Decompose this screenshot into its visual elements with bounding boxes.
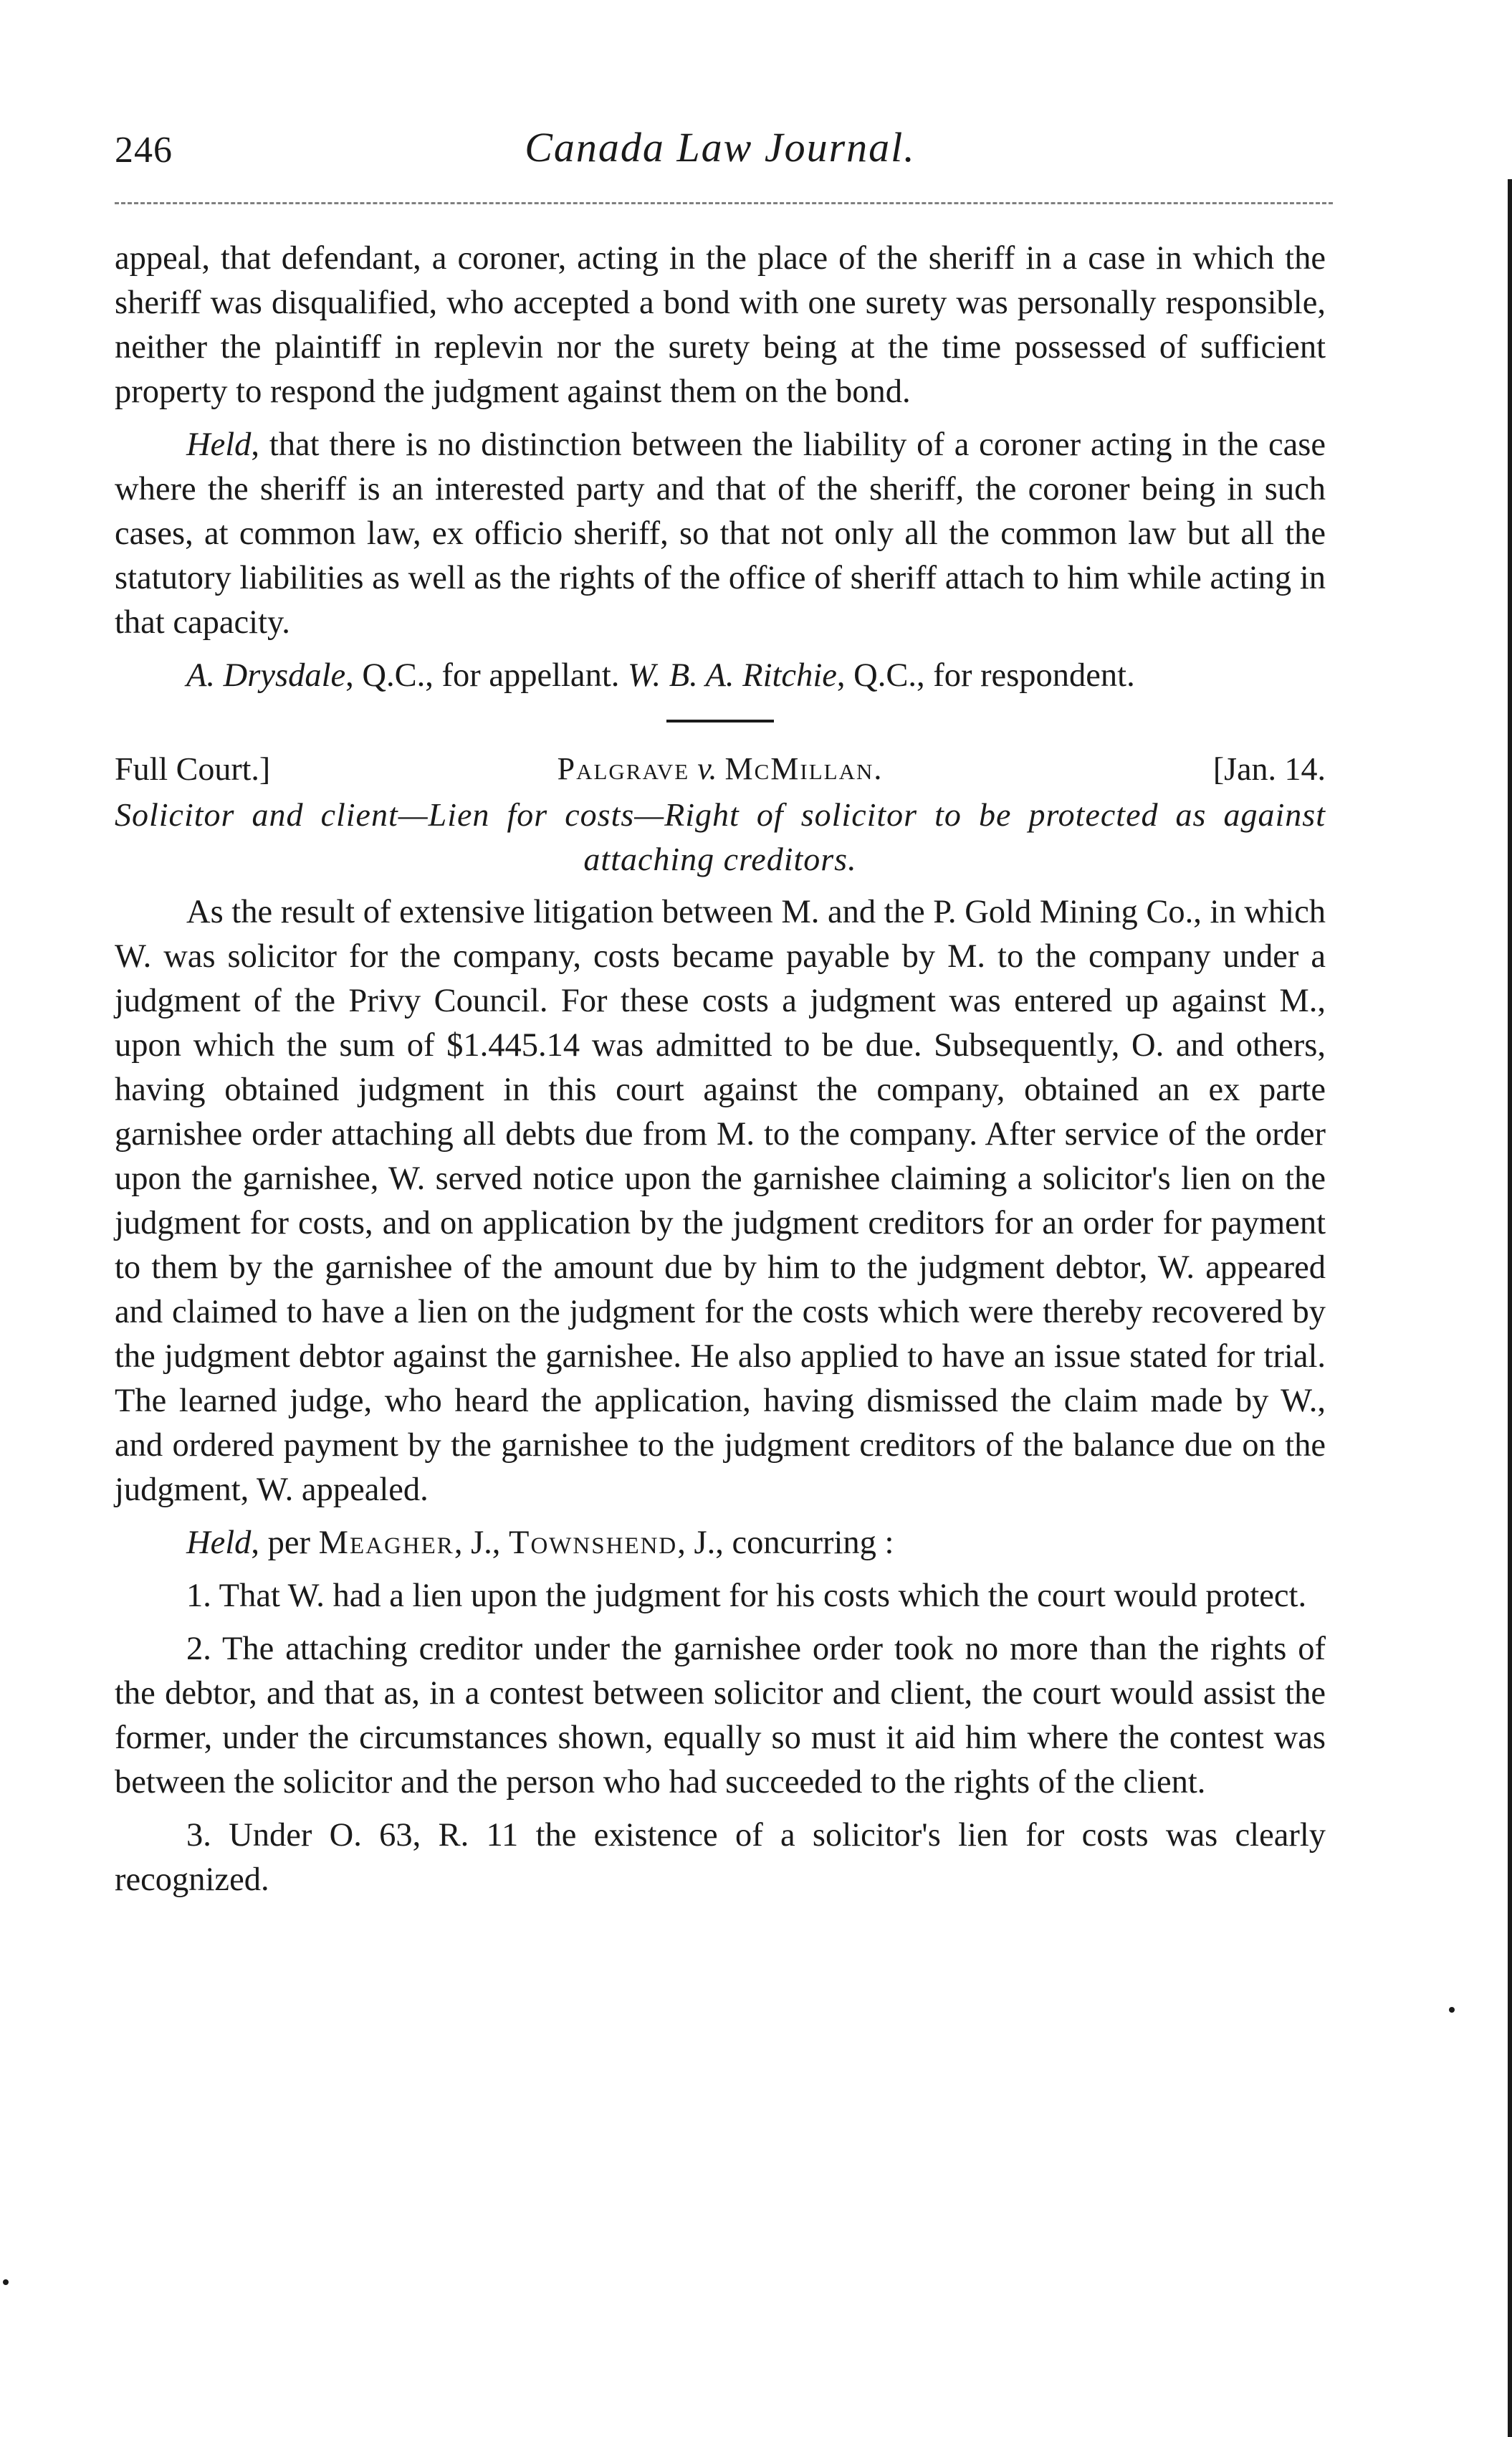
margin-speck xyxy=(3,2279,9,2285)
margin-speck xyxy=(1449,2007,1455,2013)
holding-point-1: 1. That W. had a lien upon the judgment for his costs which the court would protect. xyxy=(186,1578,1307,1614)
party-defendant: McMillan. xyxy=(724,751,884,786)
paragraph-holding xyxy=(115,1521,1326,1565)
held-label: Held xyxy=(186,426,252,463)
counsel-line xyxy=(115,654,1326,698)
counsel-appellant-name: A. Drysdale xyxy=(186,657,346,694)
counsel-respondent-name: W. B. A. Ritchie xyxy=(628,657,837,694)
case-headnote: Solicitor and client—Lien for costs—Right of solicitor to be protected as against attaching creditors. xyxy=(115,796,1326,877)
binding-edge-shadow xyxy=(1508,179,1512,2437)
case-date: [Jan. 14. xyxy=(1212,750,1326,787)
paragraph-appeal: appeal, that defendant, a coroner, acting in the place of the sheriff in a case in which the sheriff was disqualified, who accepted a bond with one surety was personally responsible, neither the plaintiff in replevin nor the surety being at the time possessed of sufficient property to respond the judgment against them on the bond. xyxy=(115,240,1326,410)
case-caption xyxy=(115,743,1326,793)
journal-title: Canada Law Journal. xyxy=(525,124,916,171)
section-divider xyxy=(666,720,774,722)
versus: v. xyxy=(689,751,725,786)
counsel-respondent-role: , Q.C., for respondent. xyxy=(836,657,1135,694)
running-head xyxy=(115,108,1326,186)
case-court: Full Court.] xyxy=(115,750,271,787)
page-number: 246 xyxy=(115,130,173,171)
judge-meagher: Meagher xyxy=(318,1525,454,1561)
paragraph-held xyxy=(115,423,1326,645)
holding-point-2: 2. The attaching creditor under the garnishee order took no more than the rights of the debtor, and that as, in a contest between solicitor and client, the court would assist the former, under the circumstances shown, equally so must it aid him where the contest was between the solicitor and the person who had succeeded to the rights of the client. xyxy=(115,1631,1326,1801)
holding-end: , J., concurring : xyxy=(677,1525,894,1561)
holding-mid: , J., xyxy=(454,1525,509,1561)
article-body xyxy=(115,237,1326,1902)
counsel-appellant-role: , Q.C., for appellant. xyxy=(345,657,628,694)
party-plaintiff: Palgrave xyxy=(557,751,690,786)
holding-point-3: 3. Under O. 63, R. 11 the existence of a solicitor's lien for costs was clearly recognized. xyxy=(115,1817,1326,1898)
case-title xyxy=(115,747,1326,791)
page xyxy=(115,108,1326,1911)
held-text: , that there is no distinction between the liability of a coroner acting in the case where the sheriff is an interested party and that of the sheriff, the coroner being in such cases, at common law, ex officio sheriff, so that not only all the common law but all the statutory liabilities as well as the rights of the office of sheriff attach to him while acting in that capacity. xyxy=(115,426,1326,641)
holding-label: Held xyxy=(186,1525,252,1561)
paragraph-facts: As the result of extensive litigation between M. and the P. Gold Mining Co., in which W. was solicitor for the company, costs became payable by M. to the company under a judgment of the Privy Council. For these costs a judgment was entered up against M., upon which the sum of $1.445.14 was admitted to be due. Subsequently, O. and others, having obtained judgment in this court against the company, obtained an ex parte garnishee order attaching all debts due from M. to the company. After service of the order upon the garnishee, W. served notice upon the garnishee claiming a solicitor's lien on the judgment for costs, and on application by the judgment creditors for an order for payment to them by the garnishee of the amount due by him to the judgment debtor, W. appeared and claimed to have a lien on the judgment for the costs which were thereby recovered by the judgment debtor against the garnishee. He also applied to have an issue stated for trial. The learned judge, who heard the application, having dismissed the claim made by W., and ordered payment by the garnishee to the judgment creditors of the balance due on the judgment, W. appealed. xyxy=(115,894,1326,1508)
judge-townshend: Townshend xyxy=(509,1525,678,1561)
header-rule xyxy=(115,202,1333,204)
holding-per: , per xyxy=(251,1525,319,1561)
